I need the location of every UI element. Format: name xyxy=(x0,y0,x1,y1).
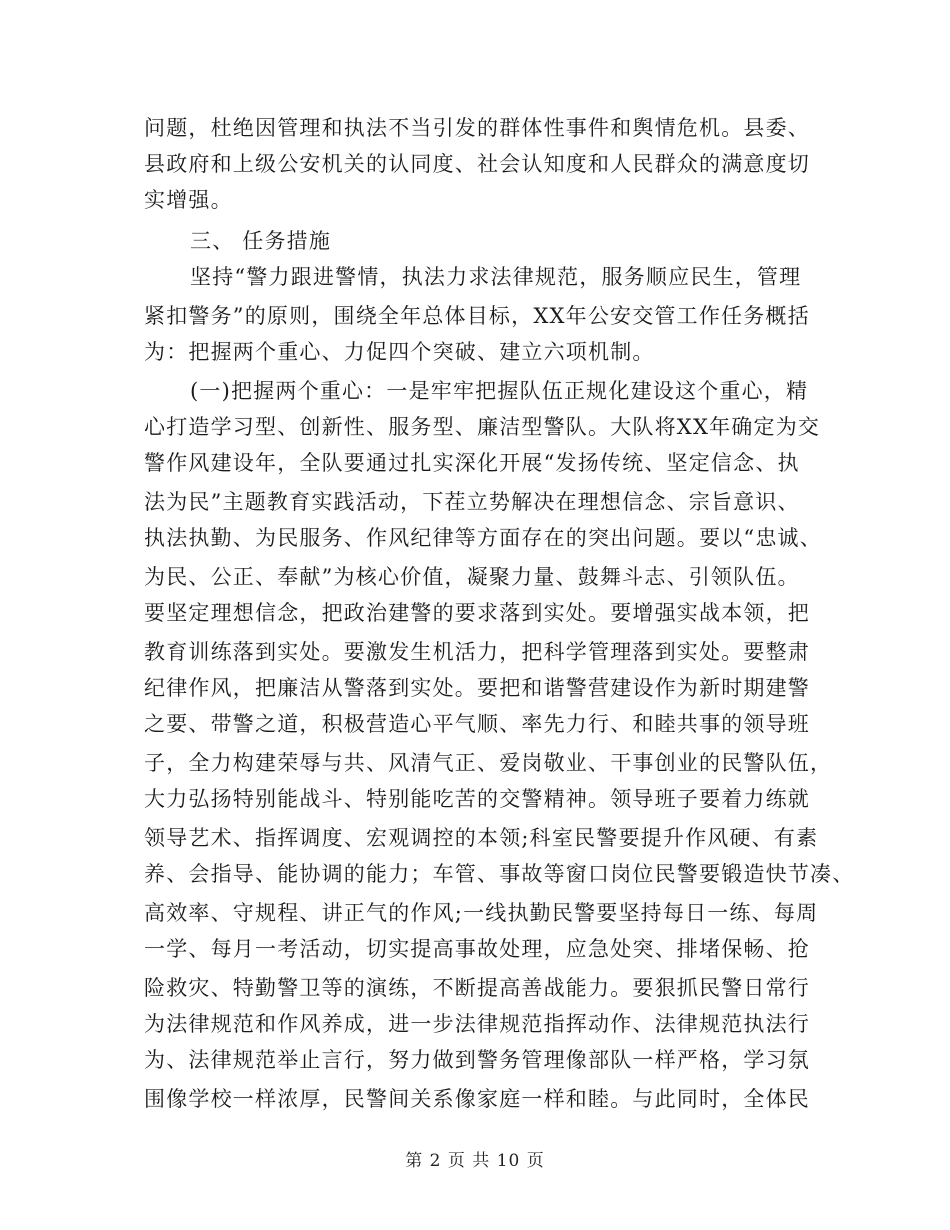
text-line: 法为民”主题教育实践活动，下茬立势解决在理想信念、宗旨意识、 xyxy=(144,490,800,514)
section-heading: 三、 任务措施 xyxy=(190,229,332,253)
text-line: 养、会指导、能协调的能力；车管、事故等窗口岗位民警要锻造快节凑、 xyxy=(144,862,855,886)
text-line: 为民、公正、奉献”为核心价值，凝聚力量、鼓舞斗志、引领队伍。 xyxy=(144,565,800,589)
page-number-footer: 第 2 页 共 10 页 xyxy=(405,1151,545,1171)
text-line: 子，全力构建荣辱与共、风清气正、爱岗敬业、干事创业的民警队伍， xyxy=(144,751,833,775)
text-line: 坚持“警力跟进警情，执法力求法律规范，服务顺应民生，管理 xyxy=(190,265,802,289)
text-line: (一)把握两个重心：一是牢牢把握队伍正规化建设这个重心，精 xyxy=(190,379,809,403)
text-line: 实增强。 xyxy=(144,188,233,212)
text-line: 纪律作风，把廉洁从警落到实处。要把和谐警营建设作为新时期建警 xyxy=(144,676,810,700)
text-line: 高效率、守规程、讲正气的作风;一线执勤民警要坚持每日一练、每周 xyxy=(144,901,819,925)
text-line: 警作风建设年，全队要通过扎实深化开展“发扬传统、坚定信念、执 xyxy=(144,451,800,475)
text-line: 心打造学习型、创新性、服务型、廉洁型警队。大队将XX年确定为交 xyxy=(144,415,821,439)
text-line: 险救灾、特勤警卫等的演练，不断提高善战能力。要狠抓民警日常行 xyxy=(144,976,810,1000)
text-line: 之要、带警之道，积极营造心平气顺、率先力行、和睦共事的领导班 xyxy=(144,712,810,736)
text-line: 执法执勤、为民服务、作风纪律等方面存在的突出问题。要以“忠诚、 xyxy=(144,526,822,550)
text-line: 要坚定理想信念，把政治建警的要求落到实处。要增强实战本领，把 xyxy=(144,601,810,625)
text-line: 一学、每月一考活动，切实提高事故处理，应急处突、排堵保畅、抢 xyxy=(144,937,810,961)
text-line: 县政府和上级公安机关的认同度、社会认知度和人民群众的满意度切 xyxy=(144,152,810,176)
text-line: 为：把握两个重心、力促四个突破、建立六项机制。 xyxy=(144,340,655,364)
text-line: 紧扣警务”的原则，围绕全年总体目标，XX年公安交管工作任务概括 xyxy=(144,304,810,328)
text-line: 问题，杜绝因管理和执法不当引发的群体性事件和舆情危机。县委、 xyxy=(144,116,810,140)
text-line: 领导艺术、指挥调度、宏观调控的本领;科室民警要提升作风硬、有素 xyxy=(144,826,819,850)
text-line: 围像学校一样浓厚，民警间关系像家庭一样和睦。与此同时，全体民 xyxy=(144,1087,810,1111)
text-line: 为、法律规范举止言行，努力做到警务管理像部队一样严格，学习氛 xyxy=(144,1048,810,1072)
text-line: 教育训练落到实处。要激发生机活力，把科学管理落到实处。要整肃 xyxy=(144,640,810,664)
text-line: 为法律规范和作风养成，进一步法律规范指挥动作、法律规范执法行 xyxy=(144,1012,810,1036)
text-line: 大力弘扬特别能战斗、特别能吃苦的交警精神。领导班子要着力练就 xyxy=(144,787,810,811)
